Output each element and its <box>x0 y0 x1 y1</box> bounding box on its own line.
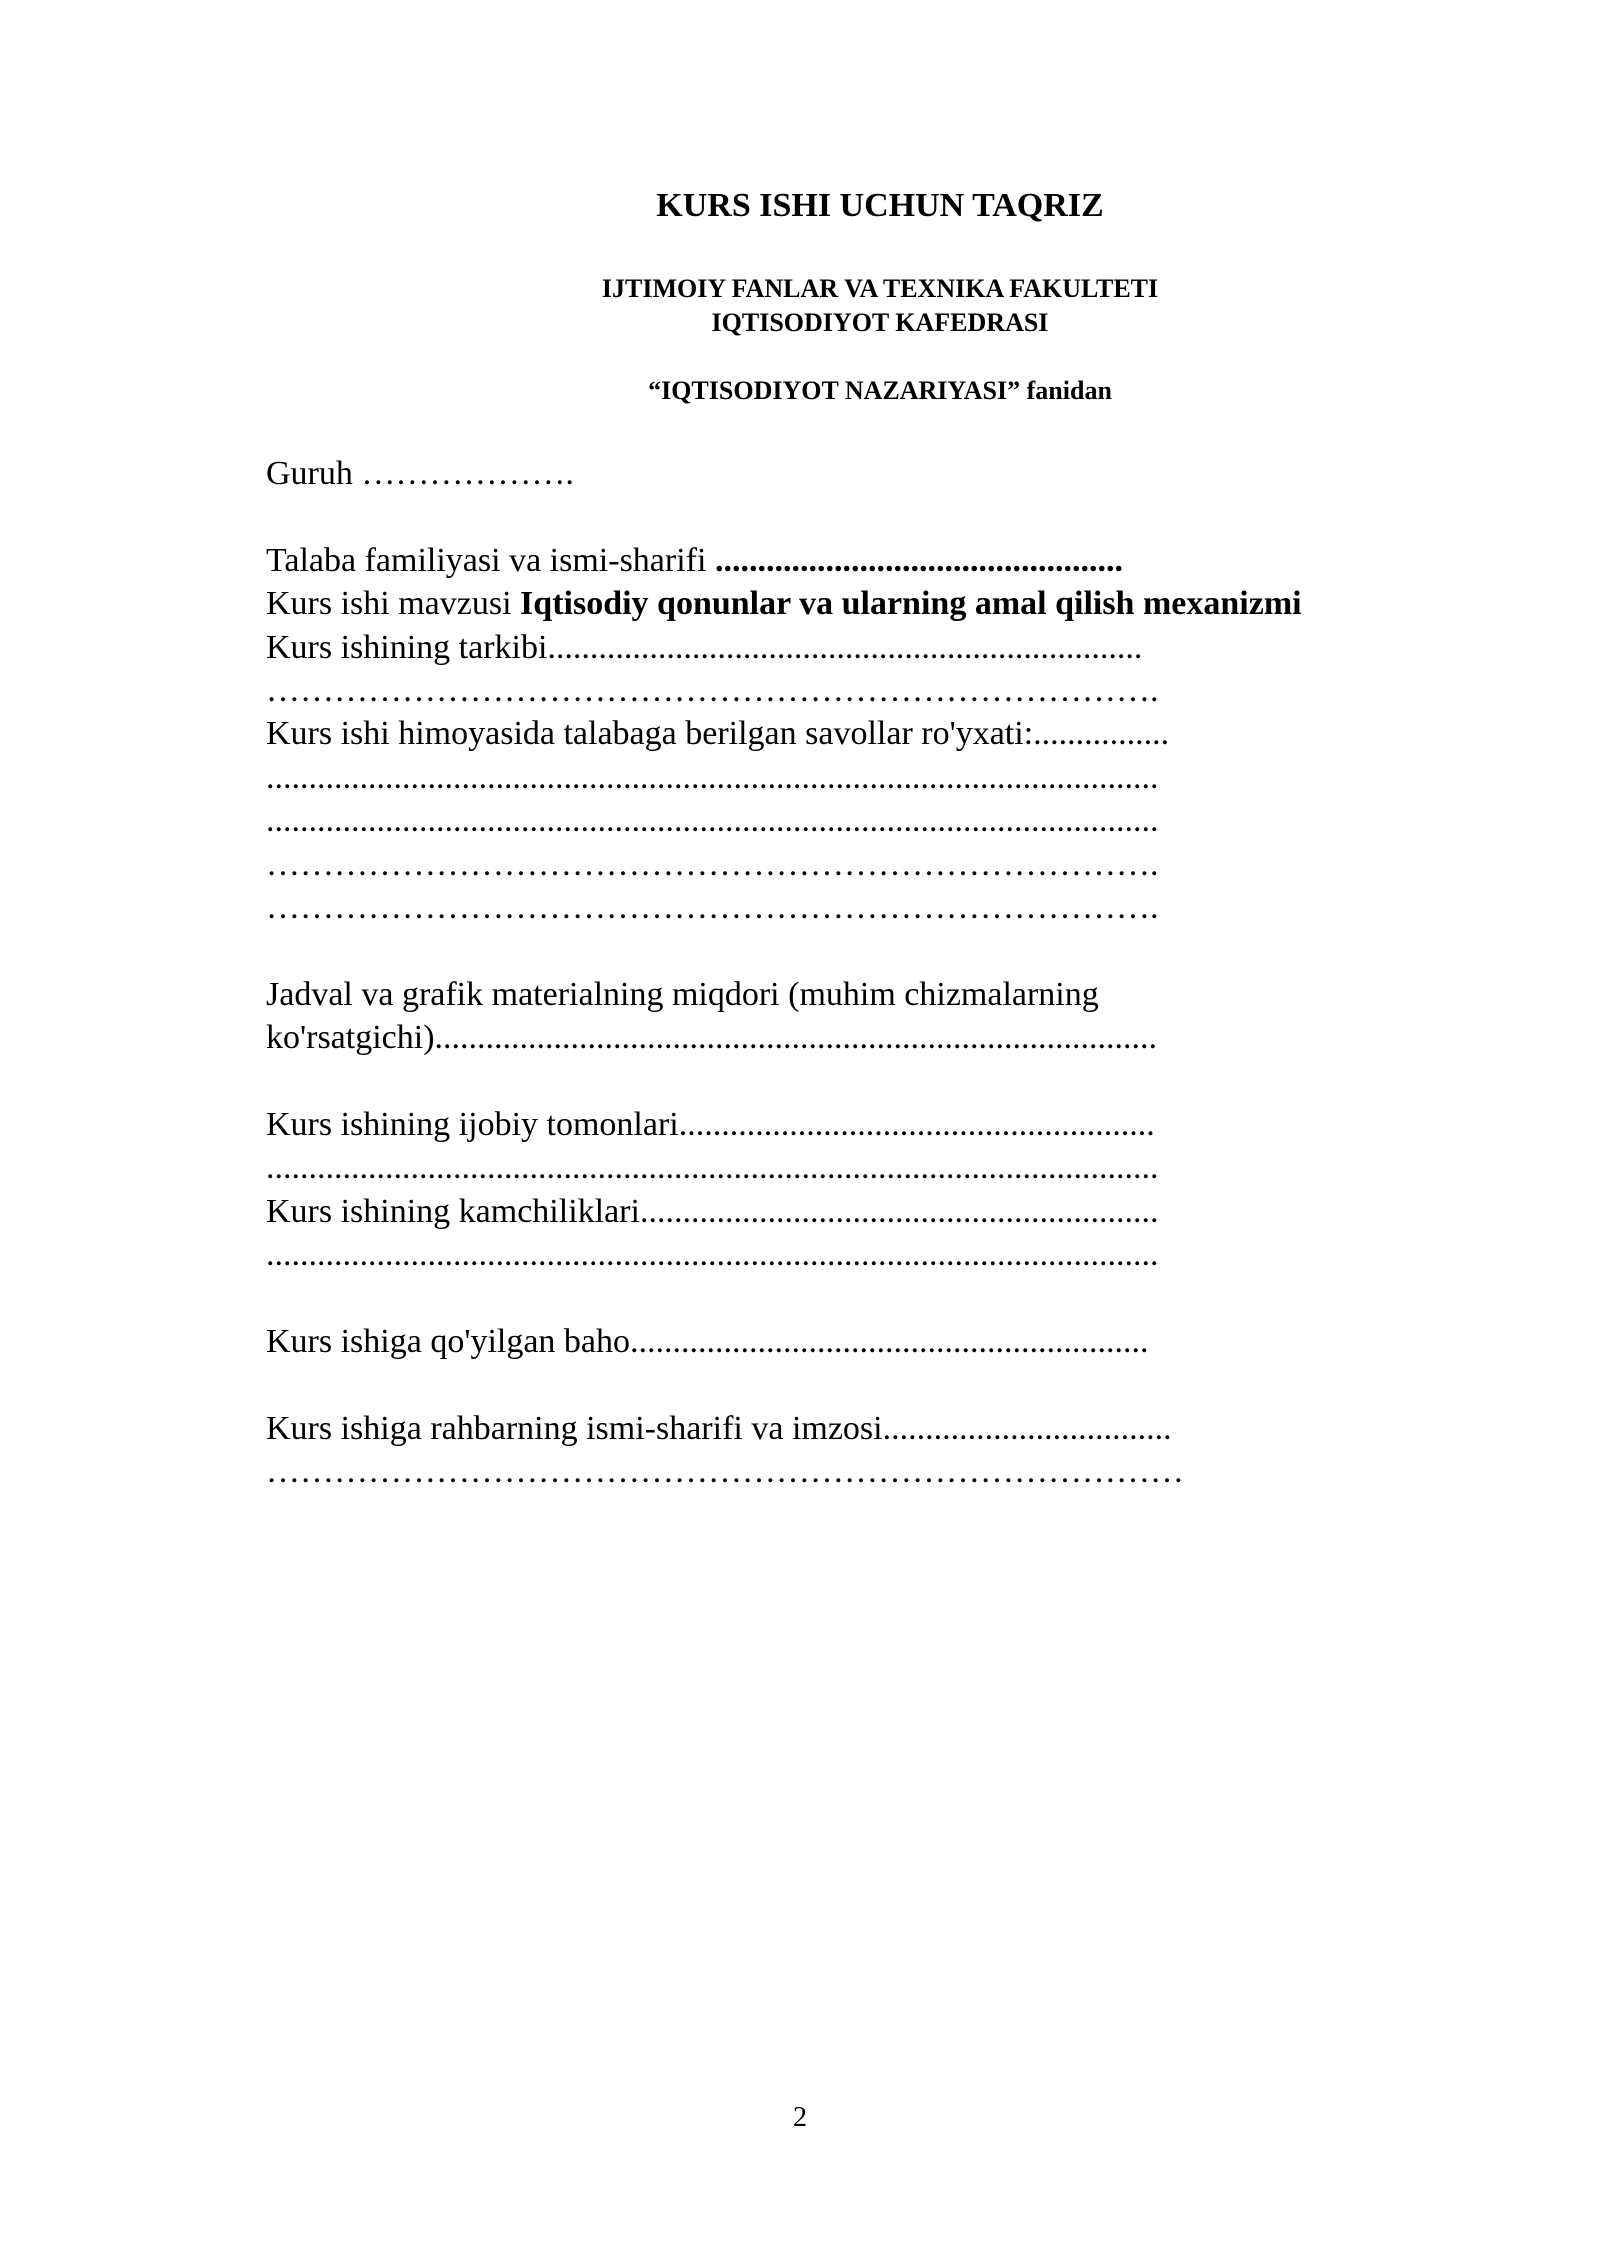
topic-label: Kurs ishi mavzusi <box>266 585 521 623</box>
faculty-name: IJTIMOIY FANLAR VA TEXNIKA FAKULTETI <box>601 274 1159 303</box>
topic-value: Iqtisodiy qonunlar va ularning amal qilish mexanizmi <box>520 585 1302 623</box>
tables-field-continuation: ko'rsatgichi)..................................................................................... <box>266 1019 1158 1057</box>
shortcomings-field: Kurs ishining kamchiliklari............................................................. <box>266 1192 1159 1230</box>
positives-field: Kurs ishining ijobiy tomonlari........................................................ <box>266 1105 1155 1143</box>
department-name: IQTISODIYOT KAFEDRASI <box>711 308 1049 337</box>
student-dots: ................................................ <box>714 541 1123 579</box>
page-number: 2 <box>793 2102 807 2133</box>
review-form <box>266 452 1566 1493</box>
questions-field: Kurs ishi himoyasida talabaga berilgan savollar ro'yxati:................ <box>266 715 1170 753</box>
student-field <box>266 539 1566 582</box>
student-label: Talaba familiyasi va ismi-sharifi <box>266 541 715 579</box>
spacer <box>266 1363 1566 1406</box>
spacer <box>266 929 1566 972</box>
group-field: Guruh ………………. <box>266 455 574 492</box>
spacer <box>266 1276 1566 1319</box>
document-title: KURS ISHI UCHUN TAQRIZ <box>656 187 1104 224</box>
structure-continuation: ……………………………………………………………………. <box>266 671 1159 709</box>
subject-name: “IQTISODIYOT NAZARIYASI” fanidan <box>648 376 1112 405</box>
spacer <box>266 495 1566 538</box>
supervisor-field: Kurs ishiga rahbarning ismi-sharifi va imzosi.................................. <box>266 1409 1172 1447</box>
positives-continuation: ......................................................................................................... <box>266 1149 1159 1187</box>
questions-line: ……………………………………………………………………. <box>266 888 1159 926</box>
questions-line: ......................................................................................................... <box>266 802 1159 840</box>
grade-field: Kurs ishiga qo'yilgan baho............................................................. <box>266 1322 1149 1360</box>
tables-field: Jadval va grafik materialning miqdori (muhim chizmalarning <box>266 975 1099 1013</box>
spacer <box>266 1059 1566 1102</box>
questions-line: ……………………………………………………………………. <box>266 845 1159 883</box>
structure-field: Kurs ishining tarkibi...................................................................... <box>266 628 1143 666</box>
topic-field <box>266 582 1566 625</box>
questions-line: ......................................................................................................... <box>266 758 1159 796</box>
supervisor-continuation: ……………………………………………………………………… <box>266 1452 1184 1490</box>
shortcomings-continuation: ......................................................................................................... <box>266 1236 1159 1274</box>
